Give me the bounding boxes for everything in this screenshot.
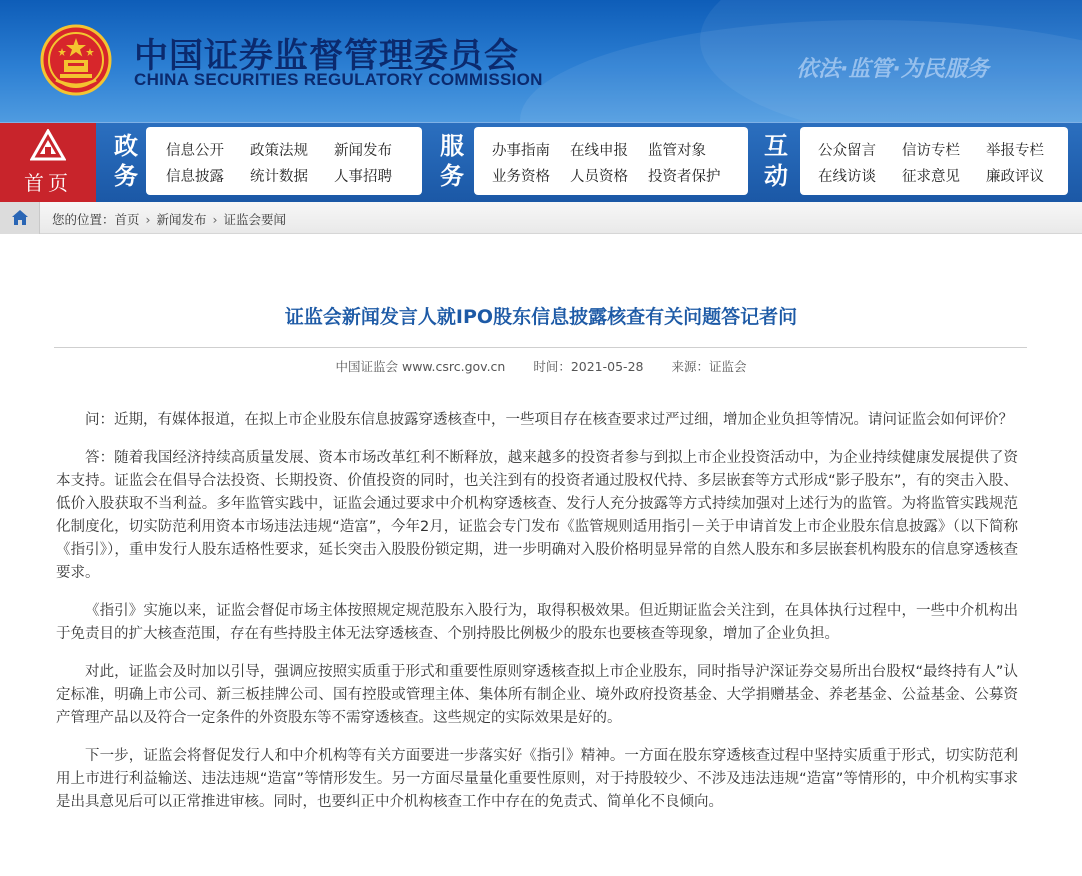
menu-item-personnel-qual[interactable]: 人员资格	[570, 169, 628, 185]
menu-item-online-apply[interactable]: 在线申报	[570, 143, 628, 159]
breadcrumb-separator: ›	[145, 212, 151, 227]
breadcrumb-link-home[interactable]: 首页	[114, 212, 140, 227]
csrc-logo-icon	[30, 129, 66, 163]
breadcrumb-link-csrc-news[interactable]: 证监会要闻	[223, 212, 287, 227]
menu-item-business-qual[interactable]: 业务资格	[492, 169, 550, 185]
section-title-interact: 互动	[764, 132, 788, 190]
menu-item-interview[interactable]: 在线访谈	[818, 169, 876, 185]
article-title: 证监会新闻发言人就IPO股东信息披露核查有关问题答记者问	[284, 306, 798, 328]
home-button[interactable]	[0, 123, 96, 203]
site-title-cn: 中国证券监督管理委员会	[134, 36, 519, 76]
breadcrumb-bar	[0, 202, 1082, 234]
article-source: 来源：证监会	[671, 359, 747, 374]
section-title-gov: 政务	[114, 132, 138, 190]
breadcrumb-link-news[interactable]: 新闻发布	[156, 212, 207, 227]
site-title-en: CHINA SECURITIES REGULATORY COMMISSION	[134, 70, 543, 89]
menu-item-investor-protect[interactable]: 投资者保护	[648, 169, 721, 185]
menu-item-disclosure[interactable]: 信息披露	[166, 169, 224, 185]
menu-box-gov	[146, 127, 422, 195]
menu-item-message[interactable]: 公众留言	[818, 143, 876, 159]
site-header	[0, 0, 1082, 122]
breadcrumb	[52, 210, 286, 228]
menu-item-regulated[interactable]: 监管对象	[648, 143, 706, 159]
title-divider	[54, 347, 1027, 348]
article-paragraph: 下一步，证监会将督促发行人和中介机构等有关方面要进一步落实好《指引》精神。一方面在股东穿透核查过程中坚持实质重于形式，切实防范利用上市进行利益输送、违法违规“造富”等情形发生。另一方面尽量量化重要性原则，对于持股较少、不涉及违法违规“造富”等情形的，中介机构实事求是出具意见后可以正常推进审核。同时，也要纠正中介机构核查工作中存在的免责式、简单化不良倾向。	[56, 748, 1018, 810]
menu-box-interact	[800, 127, 1068, 195]
main-nav	[0, 122, 1082, 202]
breadcrumb-home-button[interactable]	[0, 202, 40, 234]
menu-item-integrity[interactable]: 廉政评议	[986, 169, 1044, 185]
menu-item-recruitment[interactable]: 人事招聘	[334, 169, 392, 185]
menu-item-petition[interactable]: 信访专栏	[902, 143, 960, 159]
article-paragraph-answer: 答：随着我国经济持续高质量发展、资本市场改革红利不断释放，越来越多的投资者参与到拟上市企业投资活动中，为企业持续健康发展提供了资本支持。证监会在倡导合法投资、长期投资、价值投资的同时，也关注到有的投资者通过股权代持、多层嵌套等方式形成“影子股东”，有的突击入股、低价入股获取不当利益。多年监管实践中，证监会通过要求中介机构穿透核查、发行人充分披露等方式持续加强对上述行为的监管。为将监管实践规范化制度化，切实防范利用资本市场违法违规“造富”，今年2月，证监会专门发布《监管规则适用指引－关于申请首发上市企业股东信息披露》（以下简称《指引》），重申发行人股东适格性要求，延长突击入股股份锁定期，进一步明确对入股价格明显异常的自然人股东和多层嵌套机构股东的信息穿透核查要求。	[56, 450, 1018, 581]
menu-box-service	[474, 127, 748, 195]
header-slogan: 依法·监管·为民服务	[796, 57, 989, 82]
section-title-service: 服务	[440, 132, 464, 190]
menu-item-news[interactable]: 新闻发布	[334, 143, 392, 159]
menu-item-report[interactable]: 举报专栏	[986, 143, 1044, 159]
breadcrumb-prefix: 您的位置：	[52, 212, 115, 227]
menu-item-policy[interactable]: 政策法规	[250, 143, 308, 159]
article-paragraph: 对此，证监会及时加以引导，强调应按照实质重于形式和重要性原则穿透核查拟上市企业股东，同时指导沪深证券交易所出台股权“最终持有人”认定标准，明确上市公司、新三板挂牌公司、国有控股或管理主体、集体所有制企业、境外政府投资基金、大学捐赠基金、养老基金、公益基金、公募资产管理产品以及符合一定条件的外资股东等不需穿透核查。这些规定的实际效果是好的。	[56, 664, 1018, 726]
menu-item-guide[interactable]: 办事指南	[492, 143, 550, 159]
menu-item-solicit[interactable]: 征求意见	[902, 169, 960, 185]
home-label: 首页	[24, 171, 72, 195]
menu-item-statistics[interactable]: 统计数据	[250, 169, 308, 185]
menu-item-info-public[interactable]: 信息公开	[166, 143, 224, 159]
article-paragraph: 《指引》实施以来，证监会督促市场主体按照规定规范股东入股行为，取得积极效果。但近期证监会关注到，在具体执行过程中，一些中介机构出于免责目的扩大核查范围，存在有些持股主体无法穿透核查、个别持股比例极少的股东也要核查等现象，增加了企业负担。	[56, 603, 1018, 642]
article-site: 中国证监会 www.csrc.gov.cn	[335, 359, 506, 374]
national-emblem-icon[interactable]	[40, 24, 112, 96]
article-time: 时间：2021-05-28	[533, 359, 644, 374]
article-paragraph-question: 问：近期，有媒体报道，在拟上市企业股东信息披露穿透核查中，一些项目存在核查要求过严过细，增加企业负担等情况。请问证监会如何评价？	[85, 412, 1013, 428]
article-meta	[0, 357, 1082, 375]
house-icon	[11, 209, 29, 226]
breadcrumb-separator: ›	[212, 212, 218, 227]
article-body	[56, 409, 1018, 829]
